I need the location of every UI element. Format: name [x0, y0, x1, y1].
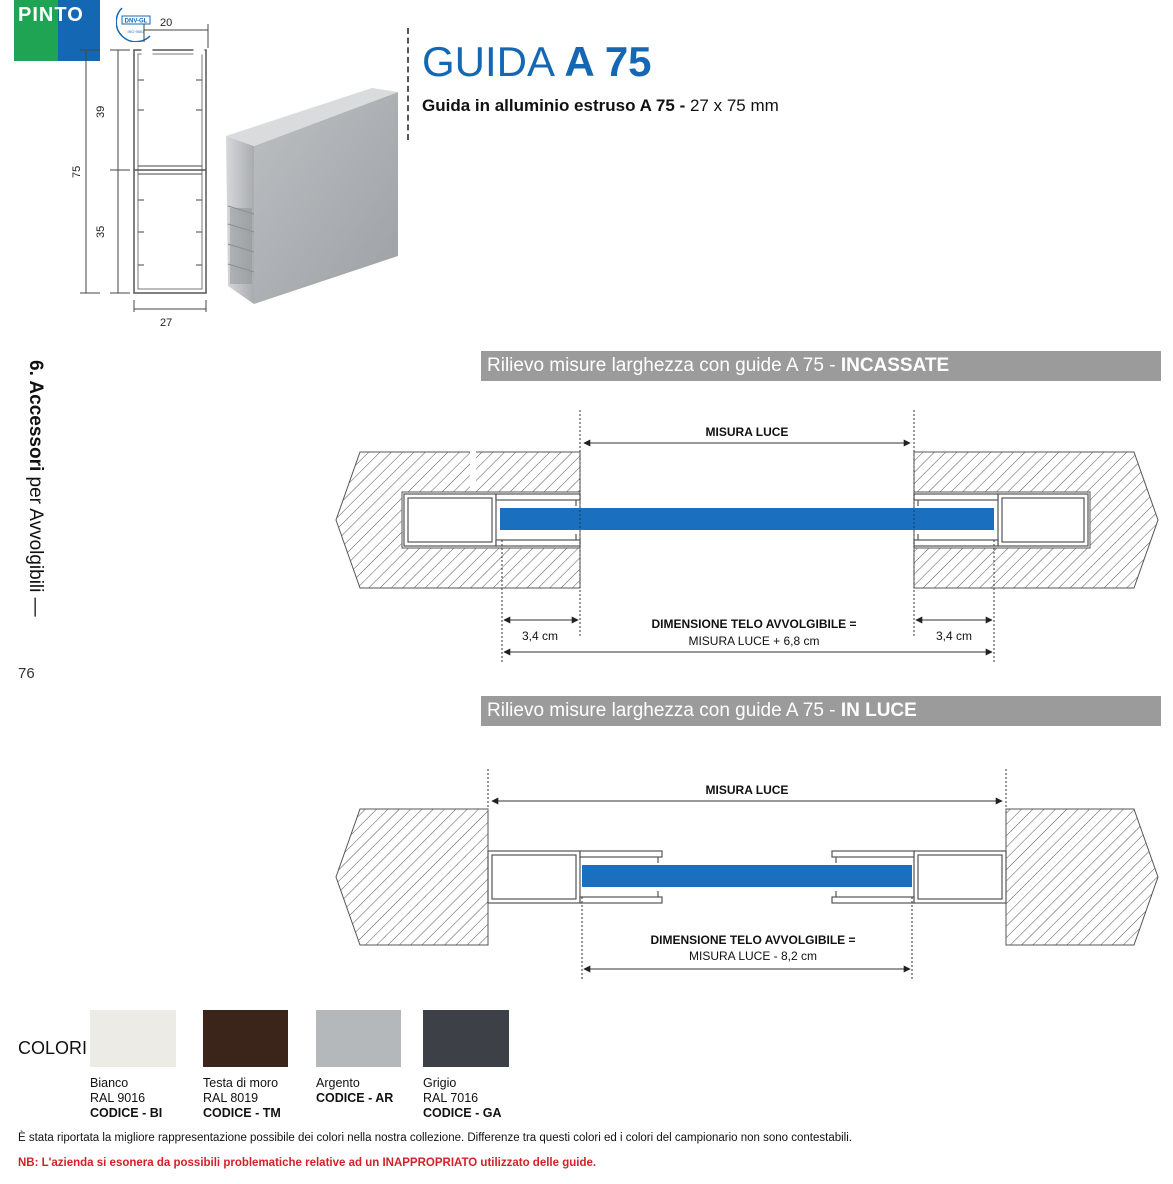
banner-inluce-bold: IN LUCE — [840, 700, 917, 721]
section-tag-bold: 6. Accessori — [25, 360, 46, 472]
color-label-grigio — [423, 1076, 501, 1121]
color-ral: RAL 9016 — [90, 1091, 146, 1105]
swatch-argento — [316, 1010, 401, 1067]
offset-right-label: 3,4 cm — [935, 629, 973, 643]
color-code: CODICE - GA — [423, 1106, 502, 1120]
banner-inluce-normal: Rilievo misure larghezza con guide A 75 - — [487, 700, 836, 721]
swatch-grigio — [423, 1010, 509, 1067]
section-tag — [14, 360, 44, 660]
color-code: CODICE - AR — [316, 1091, 394, 1105]
page-subtitle — [422, 96, 779, 116]
dim-total-label: 75 — [71, 165, 83, 178]
section-tag-normal: per Avvolgibili — [25, 476, 46, 593]
disclaimer-note: È stata riportata la migliore rappresentazione possibile dei colori nella nostra collezione. Differenze tra questi colori ed i colori del campionario non sono contestabili. — [18, 1132, 852, 1144]
shutter-bar — [500, 508, 994, 530]
color-name: Testa di moro — [203, 1076, 279, 1090]
diagram-incassate — [330, 400, 1165, 670]
dim-lower-label: 35 — [95, 225, 107, 238]
diagram-inluce — [330, 765, 1165, 985]
banner-incassate — [481, 351, 1161, 381]
misura-luce-label: MISURA LUCE — [705, 425, 789, 439]
color-name: Argento — [316, 1076, 360, 1090]
cert-mark-text: DNV-GL — [124, 18, 148, 25]
swatch-testa-di-moro — [203, 1010, 288, 1067]
color-label-bianco — [90, 1076, 162, 1121]
shutter-bar — [582, 865, 912, 887]
color-ral: RAL 8019 — [203, 1091, 259, 1105]
dimension-title-label: DIMENSIONE TELO AVVOLGIBILE = — [650, 933, 856, 947]
profile-cross-section — [60, 10, 220, 335]
profile-3d-render — [222, 86, 402, 306]
color-code: CODICE - BI — [90, 1106, 163, 1120]
dim-upper-label: 39 — [95, 105, 107, 118]
banner-incassate-bold: INCASSATE — [840, 355, 950, 376]
logo-text: PINTO — [18, 4, 84, 26]
color-name: Bianco — [90, 1076, 129, 1090]
colors-label: COLORI — [18, 1038, 88, 1058]
dim-width-label: 27 — [160, 317, 173, 329]
dimension-title-label: DIMENSIONE TELO AVVOLGIBILE = — [651, 617, 857, 631]
color-label-testa-di-moro — [203, 1076, 281, 1121]
dim-top-label: 20 — [160, 17, 173, 29]
color-ral: RAL 7016 — [423, 1091, 479, 1105]
color-code: CODICE - TM — [203, 1106, 281, 1120]
color-name: Grigio — [423, 1076, 457, 1090]
page-title — [422, 38, 652, 86]
section-tag-dash: — — [25, 597, 46, 617]
banner-incassate-normal: Rilievo misure larghezza con guide A 75 - — [487, 355, 836, 376]
misura-luce-label: MISURA LUCE — [705, 783, 789, 797]
dimension-formula-label: MISURA LUCE + 6,8 cm — [688, 634, 820, 648]
subtitle-bold: Guida in alluminio estruso A 75 - — [422, 96, 686, 115]
color-label-argento — [316, 1076, 393, 1106]
page-number: 76 — [18, 665, 35, 682]
nb-warning: NB: L'azienda si esonera da possibili problematiche relative ad un INAPPROPRIATO utilizzato delle guide. — [18, 1157, 597, 1169]
swatch-bianco — [90, 1010, 176, 1067]
dimension-formula-label: MISURA LUCE - 8,2 cm — [688, 949, 818, 963]
title-light: GUIDA — [422, 38, 553, 85]
offset-left-label: 3,4 cm — [521, 629, 559, 643]
cert-iso-text: ISO 9001 — [127, 29, 145, 34]
subtitle-normal: 27 x 75 mm — [689, 96, 779, 115]
title-divider — [407, 28, 409, 140]
banner-inluce — [481, 696, 1161, 726]
title-bold: A 75 — [564, 38, 652, 85]
